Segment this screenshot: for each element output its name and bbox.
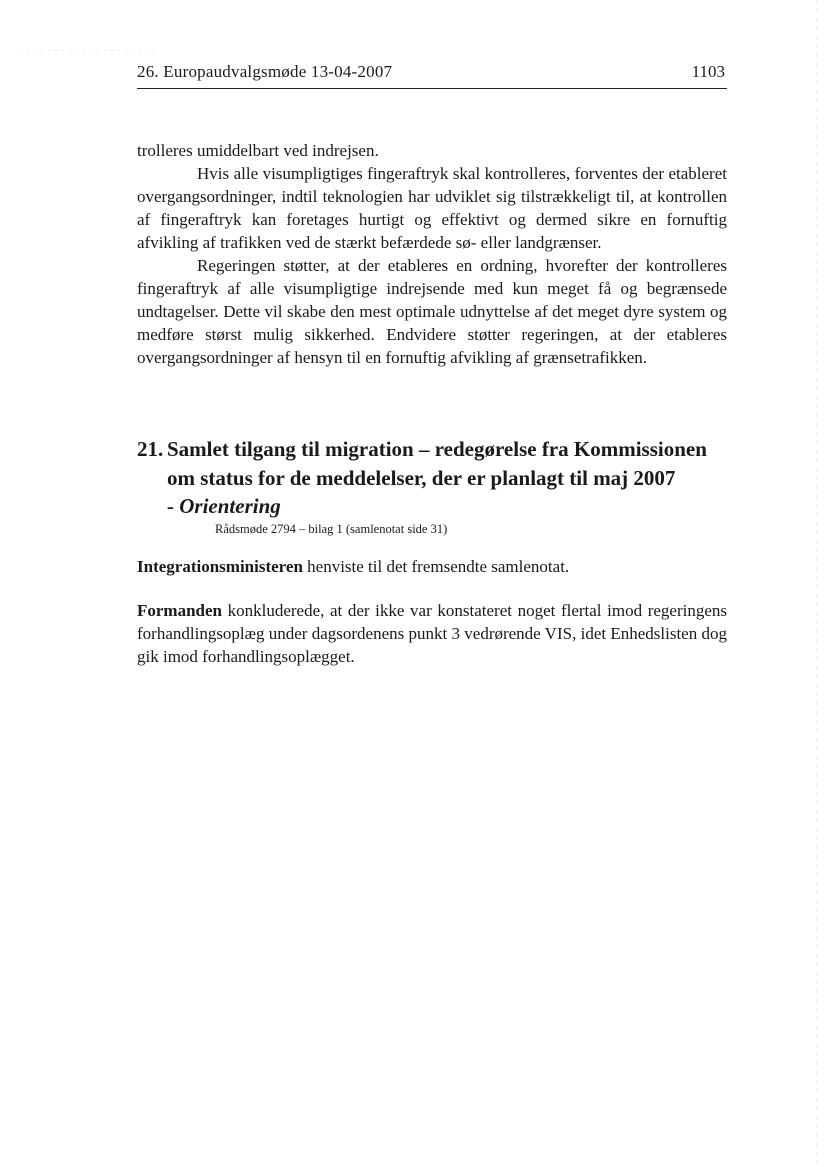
scan-artifact xyxy=(20,50,155,51)
agenda-reference: Rådsmøde 2794 – bilag 1 (samlenotat side 31) xyxy=(215,522,448,536)
statement-text: henviste til det fremsendte samlenotat. xyxy=(302,557,570,576)
statement-text: konkluderede, at der ikke var konstateret noget flertal imod regeringens forhandlingsoplæg under dagsordenens punkt 3 vedrørende VIS, idet Enhedslisten dog gik imod forhandlingsoplægget. xyxy=(137,601,727,666)
speaker-name: Integrationsministeren xyxy=(137,557,303,576)
agenda-heading xyxy=(137,435,737,493)
statement xyxy=(137,599,727,668)
speaker-name: Formanden xyxy=(137,601,222,620)
agenda-type: - Orientering xyxy=(167,494,281,518)
agenda-number: 21. xyxy=(137,437,164,461)
paragraph: Hvis alle visumpligtiges fingeraftryk skal kontrolleres, forventes der etableret overgangsordninger, indtil teknologien har udviklet sig tilstrækkeligt til, at kontrollen af fingeraftryk kan foretages hurtigt og effektivt og dermed sikre en fornuftig afvikling af trafikken ved de stærkt befærdede sø- eller landgrænser. xyxy=(137,164,727,252)
page-number: 1103 xyxy=(691,62,725,81)
running-header xyxy=(137,58,727,89)
body-text xyxy=(137,139,727,369)
scan-edge-artifact xyxy=(816,0,817,1167)
paragraph: Regeringen støtter, at der etableres en ordning, hvorefter der kontrolleres fingeraftryk af alle visumpligtige indrejsende med kun meget få og begrænsede undtagelser. Dette vil skabe den mest optimale udnyttelse af det meget dyre system og medføre størst mulig sikkerhed. Endvidere støtter regeringen, at der etableres overgangsordninger af hensyn til en fornuftig afvikling af grænsetrafikken. xyxy=(137,256,727,367)
agenda-item xyxy=(137,435,737,537)
paragraph: trolleres umiddelbart ved indrejsen. xyxy=(137,141,379,160)
header-title: 26. Europaudvalgsmøde 13-04-2007 xyxy=(137,62,393,81)
statement xyxy=(137,555,727,578)
agenda-title: Samlet tilgang til migration – redegørelse fra Kommissionen om status for de meddelelser, der er planlagt til maj 2007 xyxy=(167,437,707,490)
